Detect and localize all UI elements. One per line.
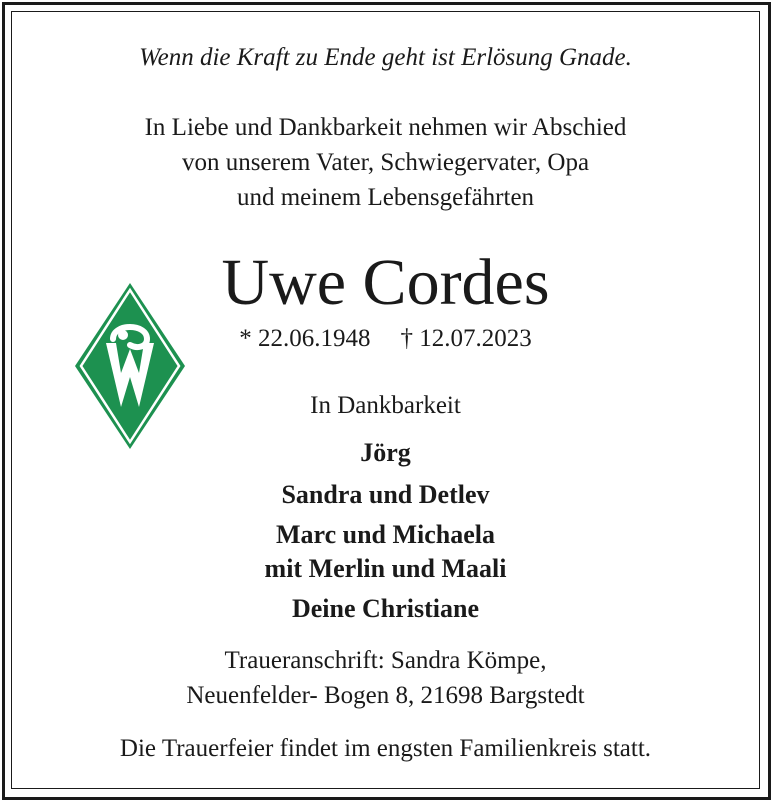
mourner-name: Deine Christiane (291, 594, 480, 623)
mourner-name: Jörg (360, 438, 411, 467)
mourner-name: Sandra und Detlev (281, 480, 490, 509)
address-line-2: Neuenfelder- Bogen 8, 21698 Bargstedt (186, 682, 585, 709)
motto-text: Wenn die Kraft zu Ende geht ist Erlösung Gnade. (139, 44, 632, 71)
birth-date: * 22.06.1948 (239, 325, 371, 352)
thanks-text: In Dankbarkeit (310, 392, 461, 419)
deceased-name: Uwe Cordes (221, 246, 550, 319)
intro-line-2: von unserem Vater, Schwiegervater, Opa (181, 149, 590, 176)
death-date: † 12.07.2023 (400, 325, 532, 352)
intro-line-1: In Liebe und Dankbarkeit nehmen wir Abschied (144, 114, 627, 141)
mourner-name: mit Merlin und Maali (264, 554, 507, 583)
mourner-name: Marc und Michaela (275, 520, 496, 549)
intro-line-3: und meinem Lebensgefährten (236, 184, 535, 211)
werder-bremen-crest-icon (73, 281, 187, 451)
ceremony-note: Die Trauerfeier findet im engsten Familienkreis statt. (119, 735, 652, 762)
address-line-1: Traueranschrift: Sandra Kömpe, (224, 647, 547, 674)
